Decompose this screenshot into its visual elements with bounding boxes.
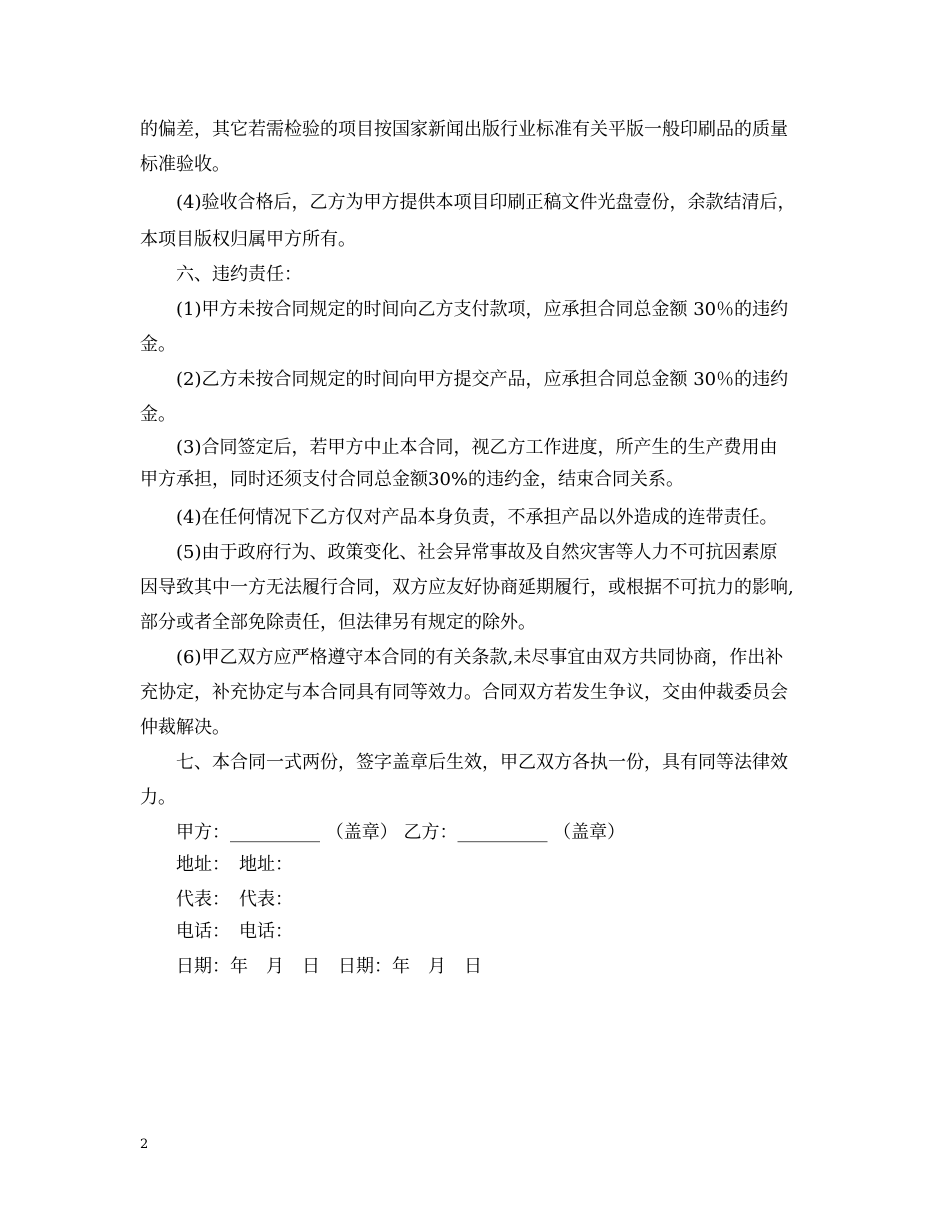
page-number: 2: [140, 1137, 149, 1152]
representative-line: 代表： 代表：: [176, 889, 293, 910]
text-line: 甲方承担，同时还须支付合同总金额30%的违约金，结束合同关系。: [140, 469, 685, 490]
text-line: (4)在任何情况下乙方仅对产品本身负责，不承担产品以外造成的连带责任。: [176, 507, 778, 528]
text-line: 的偏差，其它若需检验的项目按国家新闻出版行业标准有关平版一般印刷品的质量: [140, 119, 788, 140]
section-heading: 七、本合同一式两份，签字盖章后生效，甲乙双方各执一份，具有同等法律效: [176, 752, 788, 773]
text-line: 力。: [140, 787, 176, 808]
text-line: 本项目版权归属甲方所有。: [140, 229, 356, 250]
text-line: (2)乙方未按合同规定的时间向甲方提交产品，应承担合同总金额 30％的违约: [176, 369, 789, 390]
text-line: 因导致其中一方无法履行合同，双方应友好协商延期履行，或根据不可抗力的影响,: [140, 577, 794, 598]
text-line: 金。: [140, 334, 176, 355]
text-line: (1)甲方未按合同规定的时间向乙方支付款项，应承担合同总金额 30％的违约: [176, 299, 789, 320]
section-heading: 六、违约责任：: [176, 264, 302, 285]
text-line: (3)合同签定后，若甲方中止本合同，视乙方工作进度，所产生的生产费用由: [176, 437, 778, 458]
text-line: 金。: [140, 404, 176, 425]
signature-line: 甲方：__________ （盖章） 乙方：__________ （盖章）: [176, 822, 626, 843]
text-line: (4)验收合格后，乙方为甲方提供本项目印刷正稿文件光盘壹份，余款结清后，: [176, 192, 796, 213]
phone-line: 电话： 电话：: [176, 921, 293, 942]
text-line: (5)由于政府行为、政策变化、社会异常事故及自然灾害等人力不可抗因素原: [176, 542, 778, 563]
text-line: 仲裁解决。: [140, 717, 230, 738]
address-line: 地址： 地址：: [176, 854, 293, 875]
text-line: (6)甲乙双方应严格遵守本合同的有关条款,未尽事宜由双方共同协商，作出补: [176, 647, 784, 668]
text-line: 充协定，补充协定与本合同具有同等效力。合同双方若发生争议，交由仲裁委员会: [140, 682, 788, 703]
text-line: 标准验收。: [140, 154, 230, 175]
text-line: 部分或者全部免除责任，但法律另有规定的除外。: [140, 612, 536, 633]
date-line: 日期：年 月 日 日期：年 月 日: [176, 956, 482, 977]
